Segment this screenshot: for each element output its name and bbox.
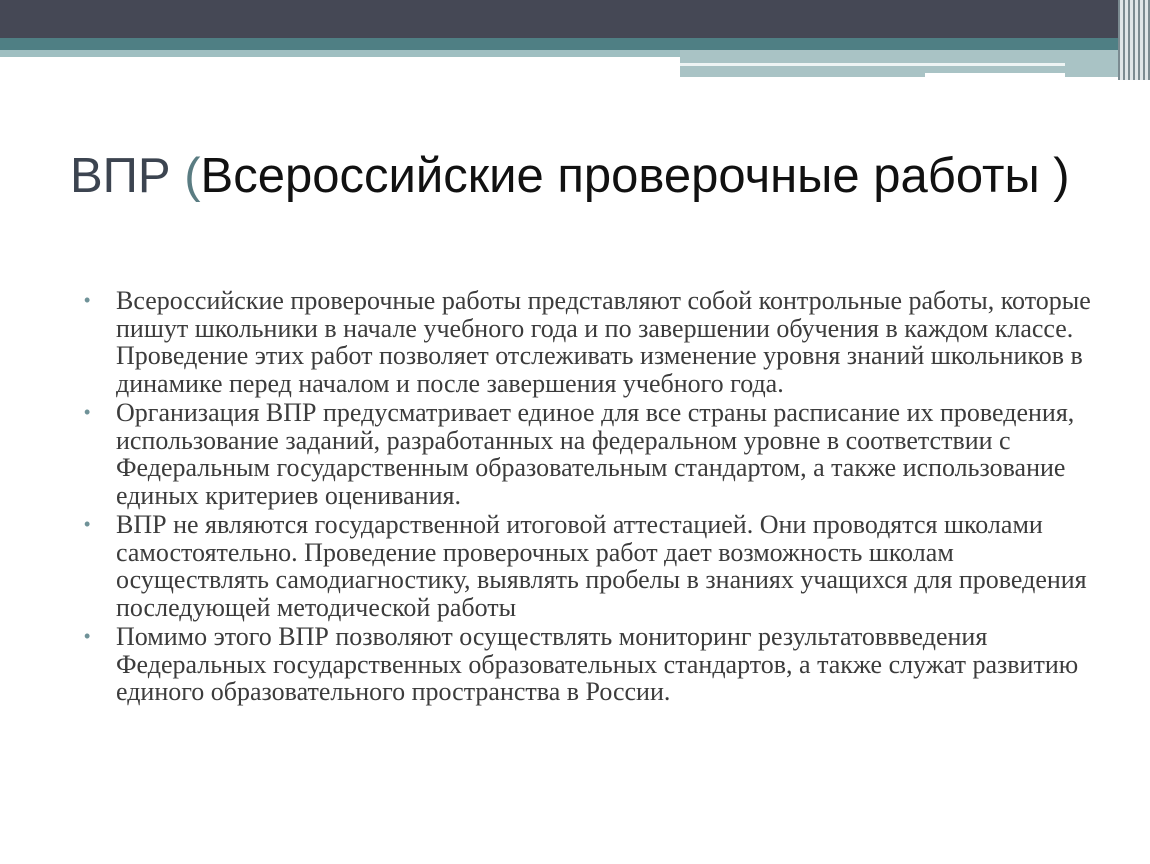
title-close-paren: ) (1039, 149, 1070, 203)
bullet-text: Всероссийские проверочные работы представляют собой контрольные работы, которые пишут школьники в начале учебного года и по завершении обучения в каждом классе. Проведение этих работ позволяет отслеживать изменение уровня знаний школьников в динамике перед началом и после завершения учебного года. (116, 286, 1091, 398)
bullet-icon: • (84, 626, 91, 646)
bullet-text: ВПР не являются государственной итоговой аттестацией. Они проводятся школами самостоятельно. Проведение проверочных работ дает возможность школам осуществлять самодиагностику, выявлять пробелы в знаниях учащихся для проведения последующей методической работы (116, 510, 1087, 622)
title-open-paren: ( (170, 149, 201, 203)
bullet-text: Помимо этого ВПР позволяют осуществлять мониторинг результатоввведения Федеральных государственных образовательных стандартов, а также служат развитию единого образовательного пространства в России. (116, 622, 1079, 706)
bullet-icon: • (84, 514, 91, 534)
title-text: Всероссийские проверочные работы (200, 149, 1040, 203)
bullet-item (84, 399, 1094, 509)
header-band-teal (0, 38, 1150, 50)
header-accent-line (680, 63, 1065, 66)
header-band-light (0, 50, 680, 57)
bullet-list (84, 287, 1094, 708)
bullet-icon: • (84, 290, 91, 310)
header-accent-line (925, 73, 1065, 77)
title-abbreviation: ВПР (70, 149, 171, 203)
header-corner-stripes (1118, 0, 1150, 80)
bullet-item (84, 511, 1094, 621)
slide-title (70, 146, 1070, 207)
bullet-item (84, 287, 1094, 397)
bullet-icon: • (84, 402, 91, 422)
bullet-item (84, 623, 1094, 706)
bullet-text: Организация ВПР предусматривает единое для все страны расписание их проведения, использование заданий, разработанных на федеральном уровне в соответствии с Федеральным государственным образовательным стандартом, а также использование единых критериев оценивания. (116, 398, 1075, 510)
header-band-dark (0, 0, 1150, 38)
